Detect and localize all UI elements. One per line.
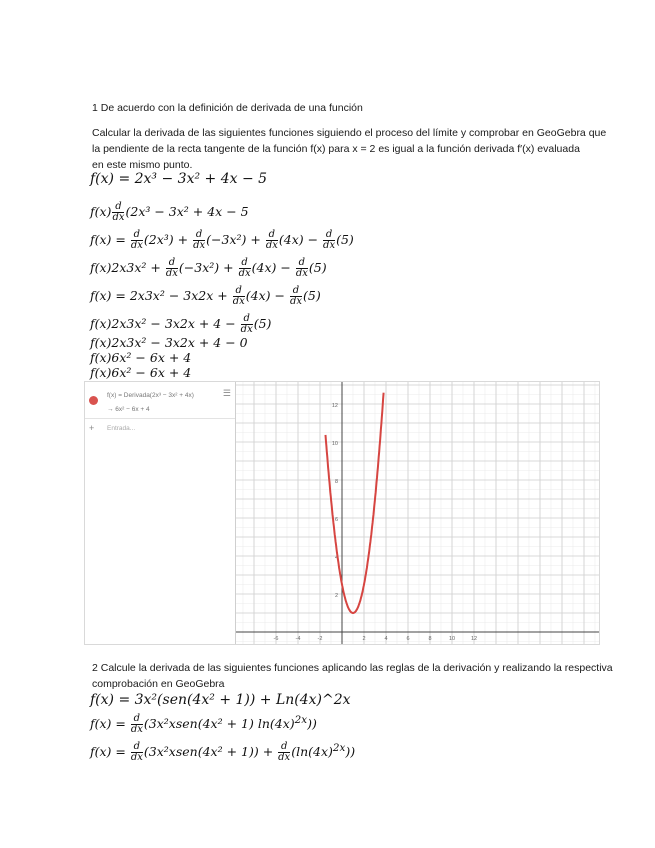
input-bar[interactable]: Entrada...: [107, 425, 136, 432]
algebra-view: [85, 382, 236, 644]
y-tick-label: 4: [334, 555, 338, 561]
frac-d-dx: $\frac{d}{dx}$: [165, 257, 178, 279]
frac-d-dx: $\frac{d}{dx}$: [295, 257, 308, 279]
x-tick-label: -4: [295, 636, 301, 642]
step-7: f(x)6x² − 6x + 4: [90, 350, 192, 365]
y-tick-label: 2: [334, 593, 338, 599]
x-tick-label: 2: [362, 636, 366, 642]
function-main: f(x) = 2x³ − 3x² + 4x − 5: [90, 171, 268, 187]
y-tick-label: 6: [334, 517, 338, 523]
step-8: f(x)6x² − 6x + 4: [90, 365, 192, 380]
section2-heading-line2: comprobación en GeoGebra: [92, 678, 225, 690]
visibility-toggle-icon[interactable]: [89, 396, 98, 405]
intro-line1: Calcular la derivada de las siguientes funciones siguiendo el proceso del límite y comprobar en GeoGebra que: [92, 127, 607, 139]
grid: [236, 382, 599, 644]
frac-d-dx: $\frac{d}{dx}$: [193, 229, 206, 251]
x-tick-label: 4: [384, 636, 388, 642]
step-1: f(x) $\frac{d}{dx}$ (2x³ − 3x² + 4x − 5: [90, 201, 249, 223]
frac-d-dx: $\frac{d}{dx}$: [112, 201, 125, 223]
frac-d-dx: $\frac{d}{dx}$: [278, 741, 291, 764]
frac-d-dx: $\frac{d}{dx}$: [240, 313, 253, 335]
frac-d-dx: $\frac{d}{dx}$: [289, 285, 302, 307]
step-2: f(x) = $\frac{d}{dx}$ (2x³) + $\frac{d}{dx}$ (−3x²) + $\frac{d}{dx}$ (4x) − $\frac{d}{dx}$ (5): [90, 229, 354, 251]
y-tick-label: 12: [331, 403, 338, 409]
step-3: f(x)2x3x² + $\frac{d}{dx}$ (−3x²) + $\frac{d}{dx}$ (4x) − $\frac{d}{dx}$ (5): [90, 257, 327, 279]
y-tick-label: 8: [334, 479, 338, 485]
intro-line2: la pendiente de la recta tangente de la función f(x) para x = 2 es igual a la función derivada f′(x) evaluada: [92, 143, 580, 155]
frac-d-dx: $\frac{d}{dx}$: [130, 229, 143, 251]
divider: [85, 418, 235, 419]
frac-d-dx: $\frac{d}{dx}$: [265, 229, 278, 251]
frac-d-dx: $\frac{d}{dx}$: [232, 285, 245, 307]
x-tick-label: 6: [406, 636, 410, 642]
add-input-icon[interactable]: +: [89, 423, 95, 433]
y-tick-label: 10: [331, 441, 338, 447]
x-tick-label: 12: [470, 636, 478, 642]
x-tick-label: 8: [428, 636, 432, 642]
section2-step-2: f(x) = $\frac{d}{dx}$ (3x²xsen(4x² + 1)) + $\frac{d}{dx}$ $(\ln(4x)^{2x})$): [90, 741, 356, 764]
frac-d-dx: $\frac{d}{dx}$: [238, 257, 251, 279]
frac-d-dx: $\frac{d}{dx}$: [323, 229, 336, 251]
section2-function-main: f(x) = 3x²(sen(4x² + 1)) + Ln(4x)^2x: [90, 692, 351, 708]
step-6: f(x)2x3x² − 3x2x + 4 − 0: [90, 335, 248, 350]
axes: [236, 382, 599, 644]
section2-heading-line1: 2 Calcule la derivada de las siguientes funciones aplicando las reglas de la derivación y realizando la respectiva: [92, 662, 613, 674]
frac-d-dx: $\frac{d}{dx}$: [130, 713, 143, 736]
geogebra-window: [84, 381, 600, 645]
frac-d-dx: $\frac{d}{dx}$: [130, 741, 143, 764]
tick-labels: [274, 403, 478, 642]
algebra-row-2: → 6x² − 6x + 4: [107, 406, 150, 413]
x-tick-label: -2: [317, 636, 323, 642]
graphics-view[interactable]: [236, 382, 599, 644]
step-5: f(x)2x3x² − 3x2x + 4 − $\frac{d}{dx}$ (5): [90, 313, 272, 335]
algebra-row-1[interactable]: f(x) = Derivada(2x³ − 3x² + 4x): [107, 392, 194, 399]
x-tick-label: -6: [273, 636, 279, 642]
step-4: f(x) = 2x3x² − 3x2x + $\frac{d}{dx}$ (4x) − $\frac{d}{dx}$ (5): [90, 285, 321, 307]
x-tick-label: 10: [448, 636, 456, 642]
section2-step-1: f(x) = $\frac{d}{dx}$ (3x²xsen(4x² + 1) $\ln(4x)^{2x}$)): [90, 713, 317, 736]
menu-dots-icon[interactable]: ☰: [222, 388, 231, 398]
intro-line3: en este mismo punto.: [92, 159, 193, 171]
section1-heading: 1 De acuerdo con la definición de derivada de una función: [92, 102, 363, 114]
